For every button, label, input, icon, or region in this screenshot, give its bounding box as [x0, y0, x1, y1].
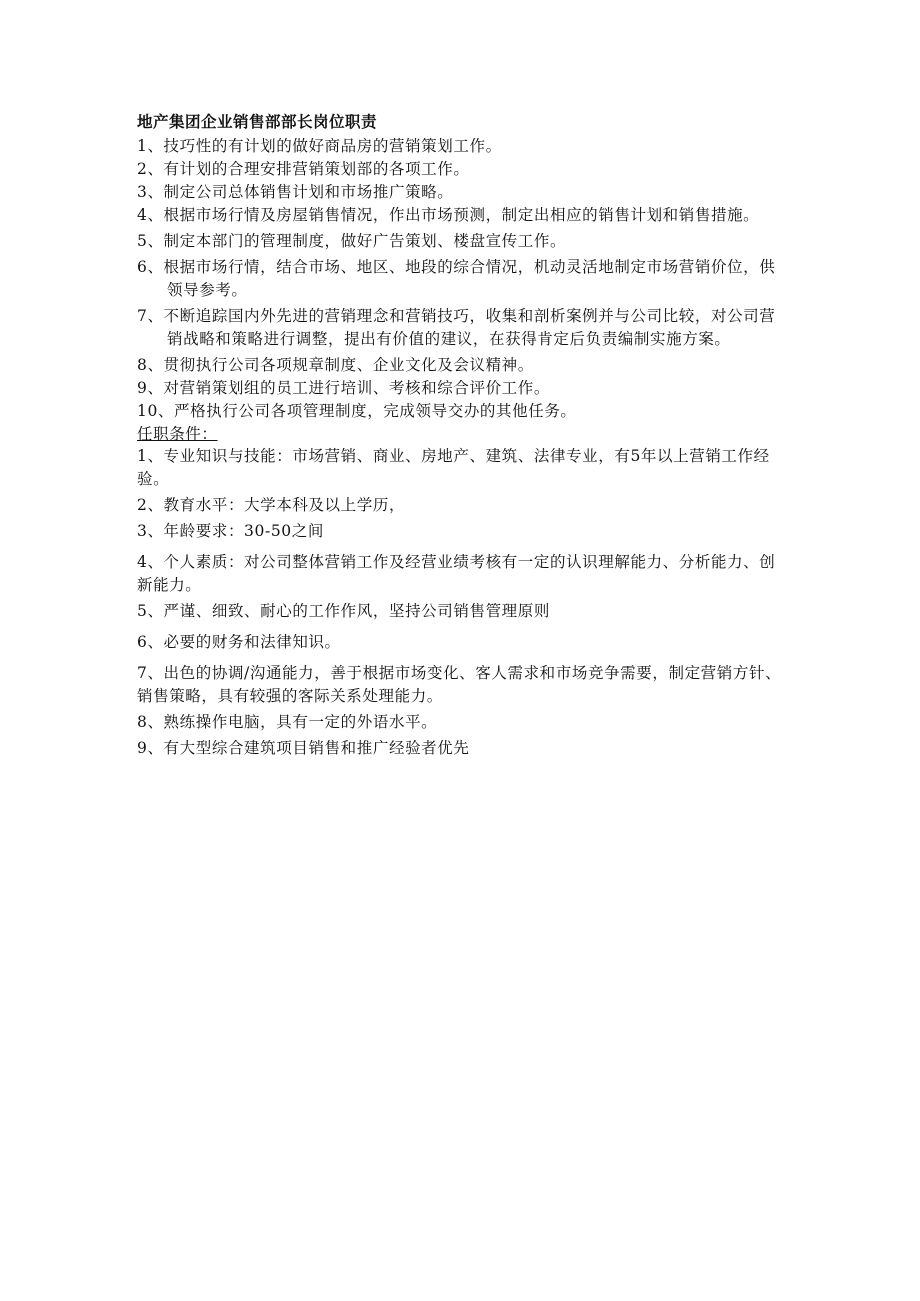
duty-item-4: 4、根据市场行情及房屋销售情况，作出市场预测，制定出相应的销售计划和销售措施。 — [137, 206, 760, 224]
duty-item-9: 9、对营销策划组的员工进行培训、考核和综合评价工作。 — [137, 379, 550, 397]
duty-item-5: 5、制定本部门的管理制度，做好广告策划、楼盘宣传工作。 — [137, 232, 567, 250]
requirements-heading: 任职条件： — [137, 425, 218, 443]
duty-item-3: 3、制定公司总体销售计划和市场推广策略。 — [137, 183, 454, 201]
duty-item-7: 7、不断追踪国内外先进的营销理念和营销技巧，收集和剖析案例并与公司比较，对公司营销战略和策略进行调整，提出有价值的建议，在获得肯定后负责编制实施方案。 — [137, 307, 776, 348]
document-title: 地产集团企业销售部部长岗位职责 — [137, 112, 378, 131]
duties-list — [137, 135, 787, 423]
requirement-item-4: 4、个人素质：对公司整体营销工作及经营业绩考核有一定的认识理解能力、分析能力、创新能力。 — [137, 553, 776, 594]
requirements-list — [137, 445, 787, 760]
duty-item-6: 6、根据市场行情，结合市场、地区、地段的综合情况，机动灵活地制定市场营销价位，供领导参考。 — [137, 258, 776, 299]
requirement-item-2: 2、教育水平：大学本科及以上学历， — [137, 496, 406, 514]
duty-item-1: 1、技巧性的有计划的做好商品房的营销策划工作。 — [137, 137, 502, 155]
requirement-item-7: 7、出色的协调/沟通能力，善于根据市场变化、客人需求和市场竞争需要，制定营销方针、销售策略，具有较强的客际关系处理能力。 — [137, 664, 782, 705]
duty-item-2: 2、有计划的合理安排营销策划部的各项工作。 — [137, 160, 470, 178]
requirement-item-6: 6、必要的财务和法律知识。 — [137, 633, 341, 651]
duty-item-10: 10、严格执行公司各项管理制度，完成领导交办的其他任务。 — [137, 402, 577, 420]
document-page — [137, 112, 787, 760]
duty-item-8: 8、贯彻执行公司各项规章制度、企业文化及会议精神。 — [137, 356, 534, 374]
requirement-item-3: 3、年龄要求：30-50之间 — [137, 522, 324, 540]
requirement-item-8: 8、熟练操作电脑，具有一定的外语水平。 — [137, 713, 438, 731]
requirement-item-1: 1、专业知识与技能：市场营销、商业、房地产、建筑、法律专业，有5年以上营销工作经验。 — [137, 447, 770, 488]
requirement-item-5: 5、严谨、细致、耐心的工作作风，坚持公司销售管理原则 — [137, 602, 550, 620]
requirement-item-9: 9、有大型综合建筑项目销售和推广经验者优先 — [137, 739, 470, 757]
